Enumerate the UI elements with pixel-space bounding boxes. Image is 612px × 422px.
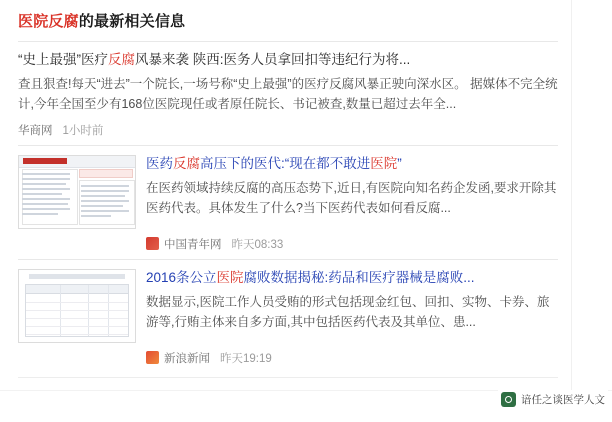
result-meta-3 [146, 350, 558, 366]
right-sidebar [571, 0, 612, 417]
result-title-2-part2: 高压下的医代:“现在都不敢进 [200, 155, 371, 171]
result-time-1: 1小时前 [62, 124, 104, 137]
source-favicon-icon-3 [146, 351, 159, 364]
source-favicon-icon-2 [146, 237, 159, 250]
news-results-card [8, 4, 568, 422]
result-title-2[interactable] [146, 155, 558, 173]
result-thumbnail-3[interactable] [18, 269, 136, 343]
account-name: 谙任之谈医学人文 [521, 394, 605, 406]
thumbnail-2-artwork [19, 156, 135, 228]
result-snippet-1: 查且狠查!每天“进去”一个院长,一场号称“史上最强”的医疗反腐风暴正驶向深水区。 据媒体不完全统计,今年全国至少有168位医院现任或者原任院长、书记被查,数量已超过去年全... [18, 77, 558, 112]
result-title-3-part2: 腐败数据揭秘:药品和医疗器械是腐败... [243, 269, 475, 285]
page-title-highlight: 医院反腐 [18, 13, 79, 30]
result-meta-2 [146, 236, 558, 252]
result-title-1-part2: 风暴来袭 陕西:医务人员拿回扣等违纪行为将... [135, 52, 411, 67]
result-snippet-3: 数据显示,医院工作人员受贿的形式包括现金红包、回扣、实物、卡券、旅游等,行贿主体来自多方面,其中包括医药代表及其单位、患... [146, 294, 550, 330]
thumbnail-3-artwork [19, 270, 135, 342]
account-logo-icon [501, 392, 516, 407]
result-title-1-part1: “史上最强”医疗 [18, 52, 108, 67]
result-item-2[interactable] [8, 146, 568, 259]
result-title-2-highlight: 反腐 [173, 155, 200, 171]
result-title-2-part3: ” [397, 155, 402, 171]
result-title-2-part1: 医药 [146, 155, 173, 171]
result-title-1-highlight: 反腐 [108, 52, 135, 67]
result-source-2[interactable]: 中国青年网 [164, 238, 222, 251]
result-title-1[interactable] [18, 51, 558, 69]
result-snippet-2: 在医药领域持续反腐的高压态势下,近日,有医院向知名药企发函,要求开除其医药代表。具体发生了什么?当下医药代表如何看反腐... [146, 180, 557, 216]
result-source-1[interactable]: 华商网 [18, 124, 53, 137]
result-time-3: 昨天19:19 [220, 352, 272, 365]
result-title-3-highlight: 医院 [216, 269, 244, 285]
result-time-2: 昨天08:33 [231, 238, 284, 251]
result-title-3-part1: 2016条公立 [146, 269, 217, 285]
result-source-3[interactable]: 新浪新闻 [164, 352, 210, 365]
result-thumbnail-2[interactable] [18, 155, 136, 229]
page-title-rest: 的最新相关信息 [78, 13, 186, 30]
result-meta-1 [18, 122, 558, 138]
account-chip[interactable] [498, 390, 608, 409]
page-title [8, 4, 568, 41]
result-title-3[interactable] [146, 269, 558, 287]
result-item-1[interactable] [8, 42, 568, 145]
result-item-3[interactable] [8, 260, 568, 373]
result-title-2-highlight2: 医院 [370, 155, 398, 171]
